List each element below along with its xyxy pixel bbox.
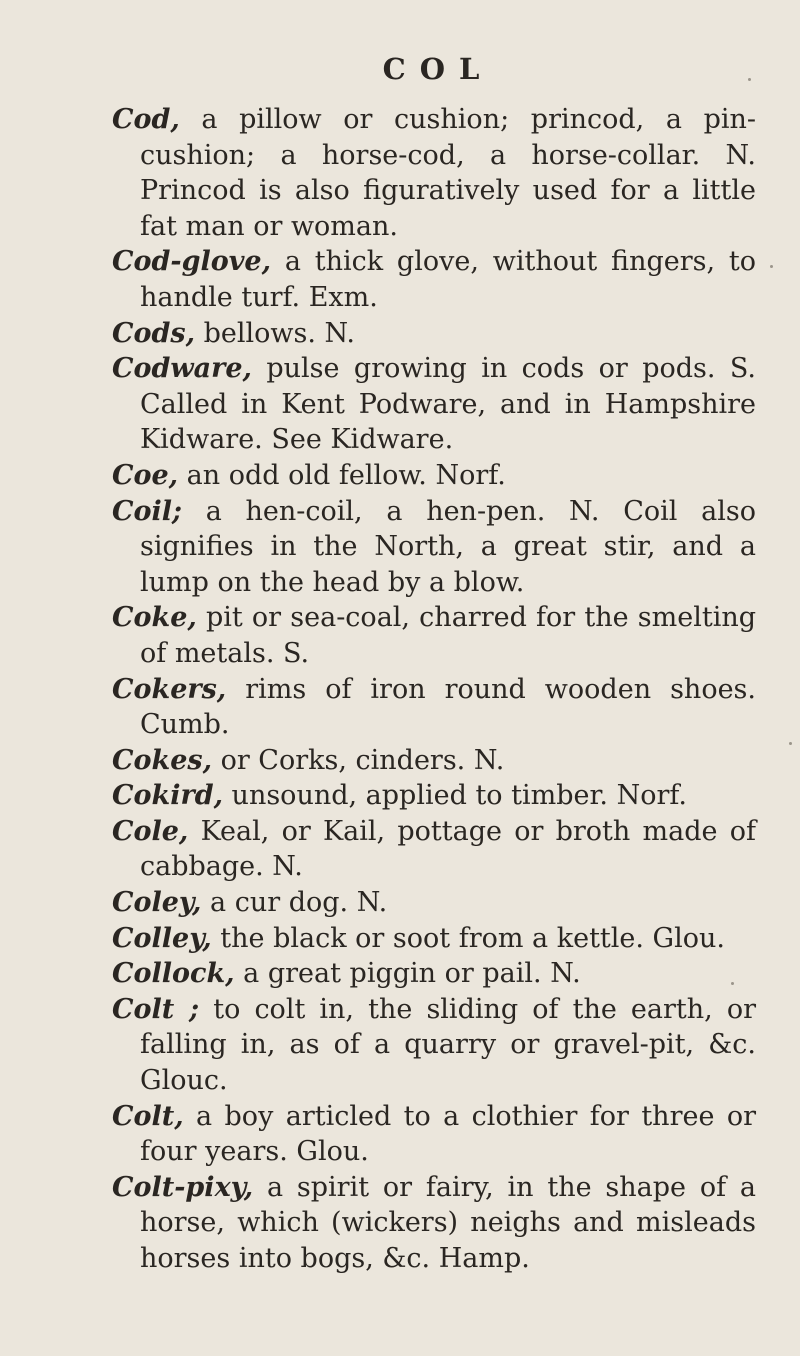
headword: Colt, bbox=[112, 1100, 184, 1132]
headword: Codware, bbox=[112, 353, 252, 385]
entry-cole bbox=[112, 814, 756, 885]
headword: Cokers, bbox=[112, 673, 227, 705]
headword: Collock, bbox=[112, 958, 235, 990]
entry-collock bbox=[112, 956, 756, 992]
definition: rims of iron round wooden shoes. Cumb. bbox=[140, 673, 756, 741]
headword: Colt-pixy, bbox=[112, 1171, 254, 1203]
entry-list bbox=[112, 102, 756, 1277]
entry-coke bbox=[112, 600, 756, 671]
headword: Coil; bbox=[112, 495, 182, 527]
paper-speck bbox=[731, 982, 734, 985]
entry-colley bbox=[112, 921, 756, 957]
definition: an odd old fellow. Norf. bbox=[178, 459, 506, 491]
headword: Coe, bbox=[112, 459, 179, 491]
headword: Coke, bbox=[112, 602, 197, 634]
entry-cokes bbox=[112, 743, 756, 779]
definition: a thick glove, without fingers, to handle turf. Exm. bbox=[140, 246, 756, 313]
entry-colt bbox=[112, 1099, 756, 1170]
headword: Cod, bbox=[112, 104, 180, 135]
headword: Colley, bbox=[112, 922, 212, 954]
entry-cokers bbox=[112, 672, 756, 743]
paper-speck bbox=[789, 742, 792, 745]
definition: to colt in, the sliding of the earth, or falling in, as of a quarry or gravel-pit, &c. Glouc. bbox=[140, 993, 757, 1097]
entry-coe bbox=[112, 458, 756, 494]
definition: pulse growing in cods or pods. S. Called in Kent Podware, and in Hampshire Kidware. See Kidware. bbox=[140, 353, 756, 456]
entry-colt-pixy bbox=[112, 1170, 756, 1277]
paper-speck bbox=[770, 265, 773, 268]
definition: pit or sea-coal, charred for the smelting of metals. S. bbox=[140, 602, 756, 669]
entry-codware bbox=[112, 351, 756, 458]
headword: Coley, bbox=[112, 887, 202, 919]
entry-coley bbox=[112, 885, 756, 921]
definition: a cur dog. N. bbox=[201, 887, 388, 919]
definition: unsound, applied to timber. Norf. bbox=[222, 780, 687, 812]
definition: a hen-coil, a hen-pen. N. Coil also signifies in the North, a great stir, and a lump on the head by a blow. bbox=[140, 495, 756, 598]
headword: Cole, bbox=[112, 815, 189, 847]
definition: a boy articled to a clothier for three or four years. Glou. bbox=[140, 1100, 756, 1168]
entry-cod bbox=[112, 102, 756, 244]
definition: a spirit or fairy, in the shape of a horse, which (wickers) neighs and misleads horses into bogs, &c. Hamp. bbox=[140, 1171, 756, 1274]
running-head: COL bbox=[382, 52, 494, 86]
entry-coil bbox=[112, 494, 756, 601]
definition: or Corks, cinders. N. bbox=[211, 744, 505, 776]
entry-cod-glove bbox=[112, 244, 756, 315]
headword: Cod-glove, bbox=[112, 246, 271, 278]
entry-cods bbox=[112, 316, 756, 352]
headword: Cokes, bbox=[112, 744, 212, 776]
entry-cokird bbox=[112, 778, 756, 814]
headword: Colt ; bbox=[112, 993, 200, 1025]
definition: Keal, or Kail, pottage or broth made of cabbage. N. bbox=[140, 815, 756, 883]
definition: a pillow or cushion; princod, a pin-cushion; a horse-cod, a horse-collar. N. Princod is also figuratively used for a little fat man or woman. bbox=[140, 104, 756, 242]
definition: a great piggin or pail. N. bbox=[234, 958, 581, 990]
definition: bellows. N. bbox=[194, 317, 355, 349]
headword: Cokird, bbox=[112, 780, 223, 812]
paper-speck bbox=[748, 78, 751, 81]
entry-colt-in bbox=[112, 992, 756, 1099]
definition: the black or soot from a kettle. Glou. bbox=[211, 922, 725, 954]
headword: Cods, bbox=[112, 317, 195, 349]
